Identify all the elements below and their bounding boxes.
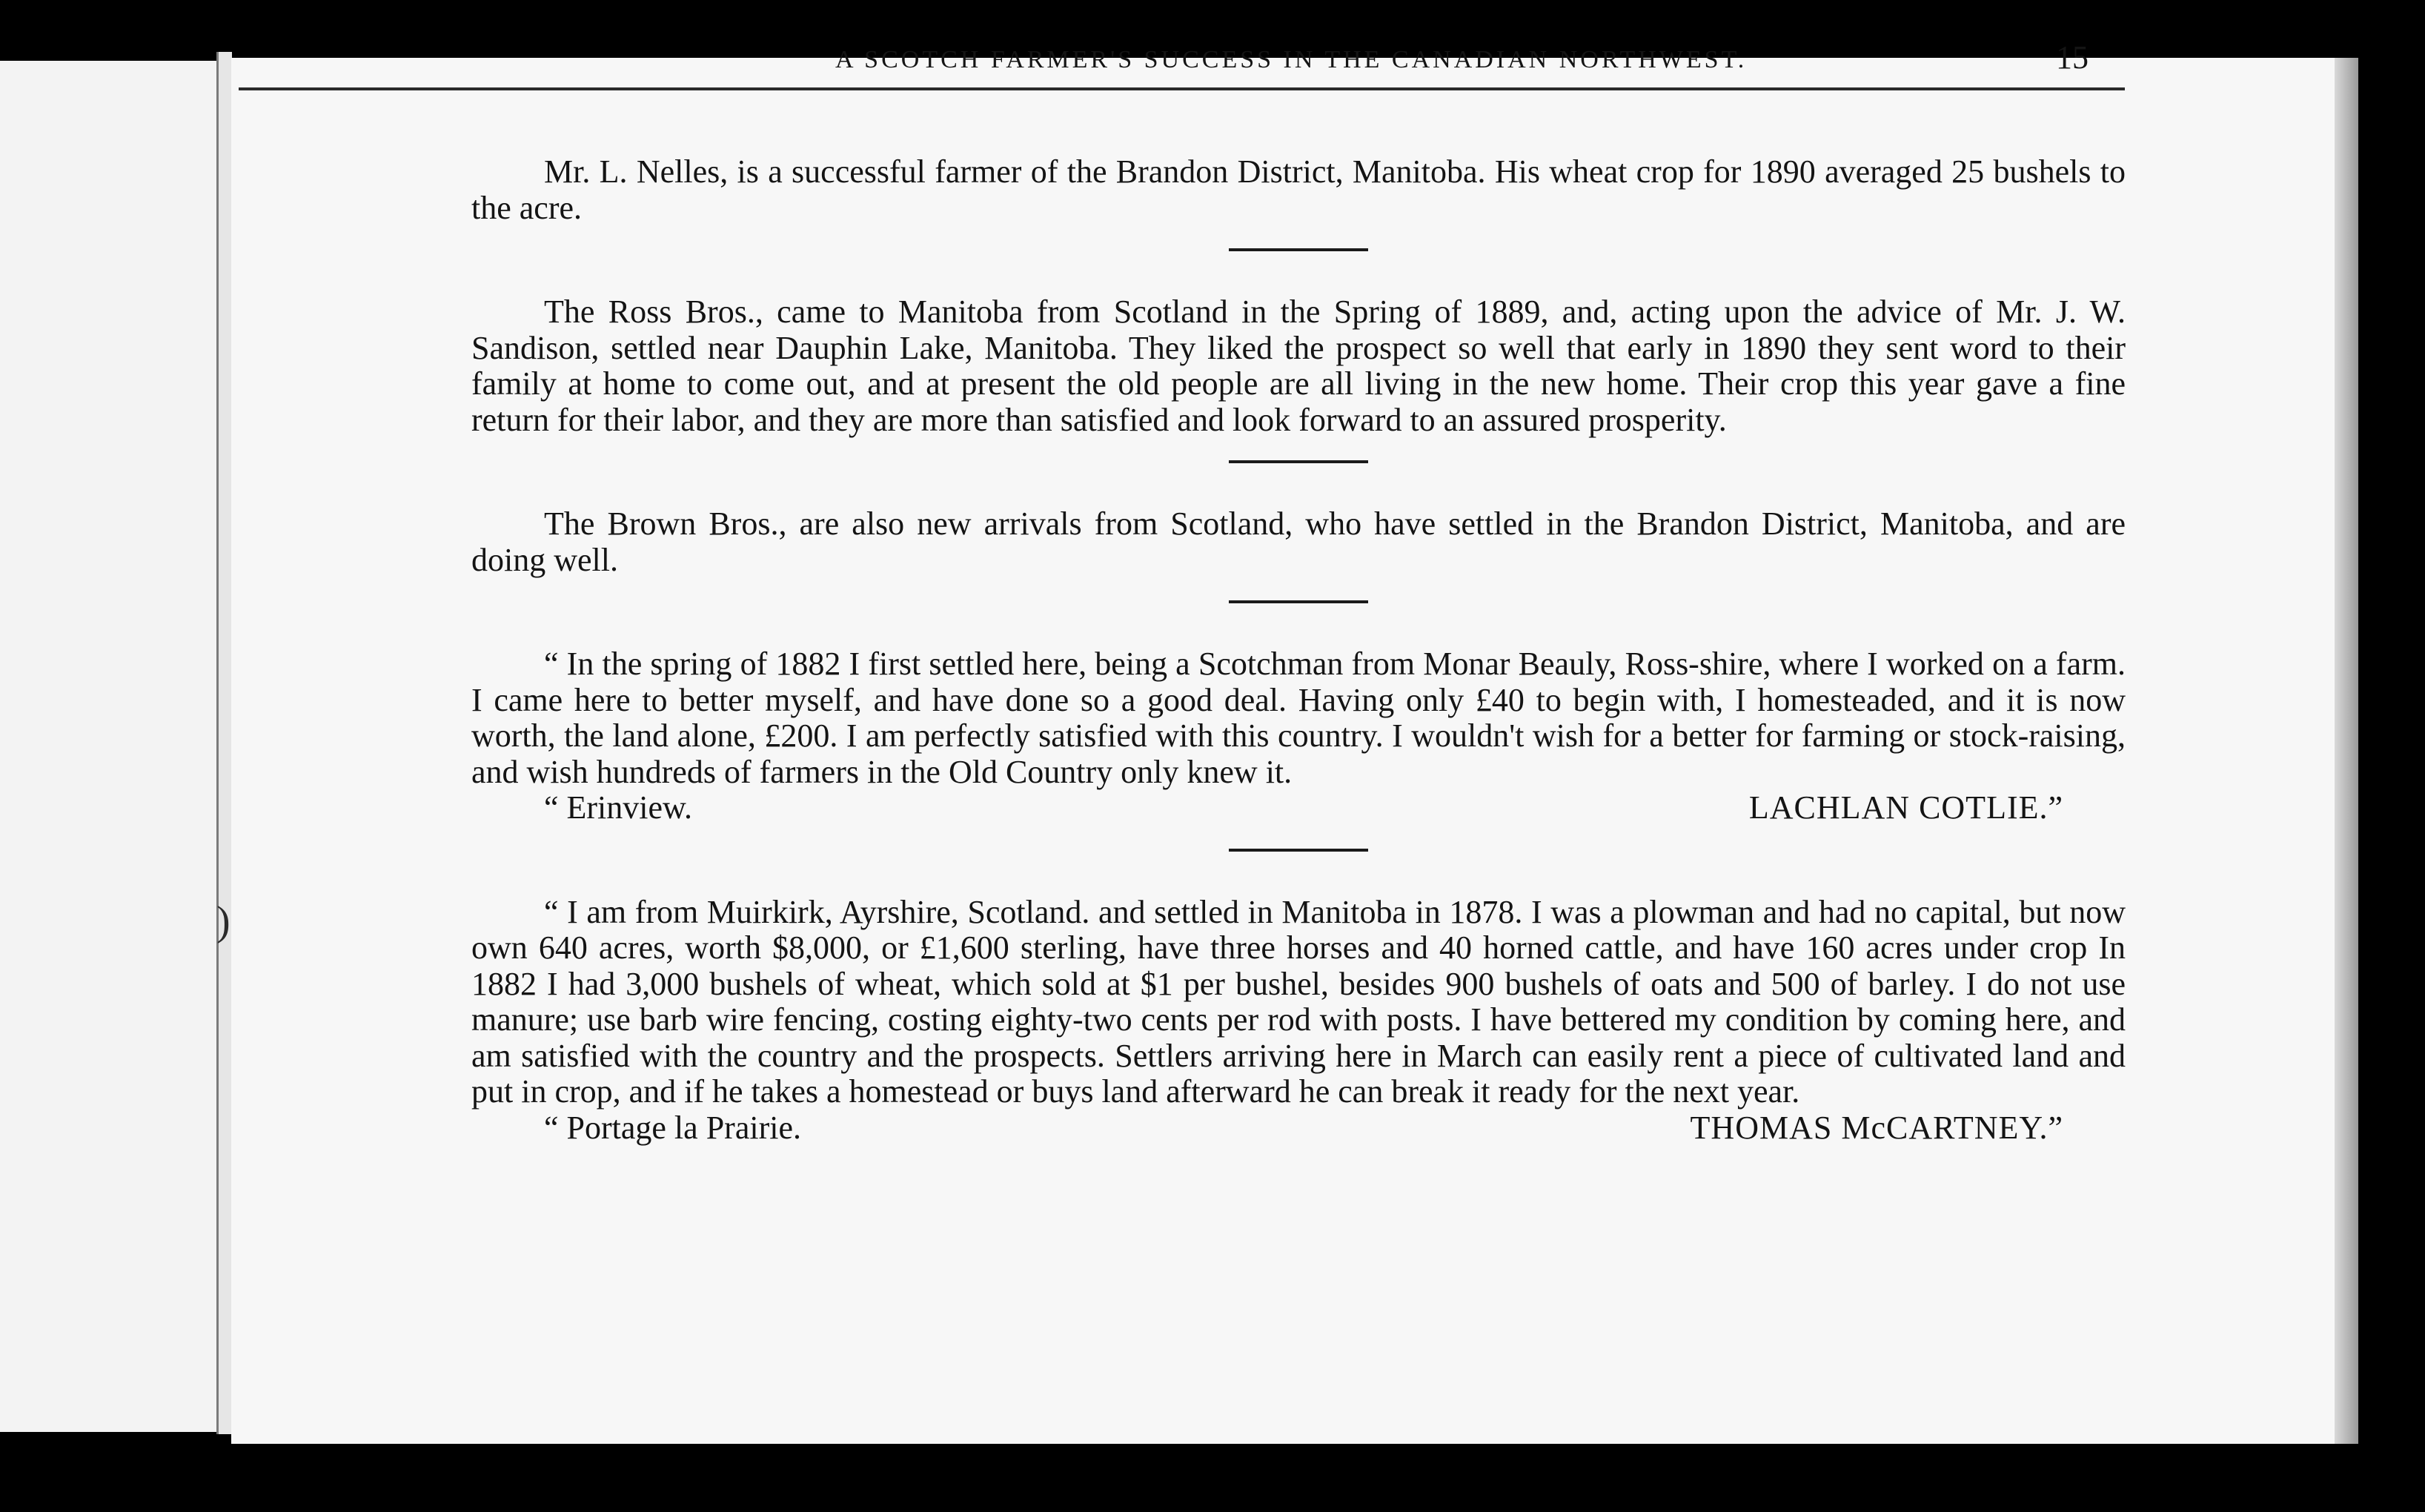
entry-ross-bros (471, 294, 2126, 438)
page-number: 15 (2056, 39, 2089, 76)
testimonial-place: “ Erinview. (544, 789, 692, 826)
signature-row (471, 790, 2126, 826)
section-separator (1229, 849, 1368, 852)
entry-nelles (471, 154, 2126, 226)
entry-text: The Ross Bros., came to Manitoba from Scotland in the Spring of 1889, and, acting upon the advice of Mr. J. W. Sandison, settled near Dauphin Lake, Manitoba. They liked the prospect so well that early in 1890 they sent word to their family at home to come out, and at present the old people are all living in the new home. Their crop this year gave a fine return for their labor, and they are more than satisfied and look forward to an assured prosperity. (471, 294, 2126, 438)
book-spine-edge (216, 52, 232, 1434)
signature-row (471, 1110, 2126, 1147)
entry-text: The Brown Bros., are also new arrivals from Scotland, who have settled in the Brandon District, Manitoba, and are doing well. (471, 505, 2126, 578)
binding-mark: ) (216, 898, 230, 944)
header-rule (239, 87, 2125, 90)
testimonial-text: “ In the spring of 1882 I first settled here, being a Scotchman from Monar Beauly, Ross-shire, where I worked on a farm. I came here to better myself, and have done so a good deal. Having only £40 to begin with, I homesteaded, and it is now worth, the land alone, £200. I am perfectly satisfied with this country. I wouldn't wish for a better for farming or stock-raising, and wish hundreds of farmers in the Old Country only knew it. (471, 646, 2126, 790)
running-head: A SCOTCH FARMER'S SUCCESS IN THE CANADIAN NORTHWEST. (835, 46, 1748, 73)
testimonial-mccartney (471, 895, 2126, 1147)
section-separator (1229, 600, 1368, 603)
page-right-edge (2335, 58, 2358, 1444)
page-header (239, 36, 2105, 87)
page-content (471, 154, 2126, 1146)
testimonial-text: “ I am from Muirkirk, Ayrshire, Scotland. and settled in Manitoba in 1878. I was a plowman and had no capital, but now own 640 acres, worth $8,000, or £1,600 sterling, have three horses and 40 horned cattle, and have 160 acres under crop In 1882 I had 3,000 bushels of wheat, which sold at $1 per bushel, besides 900 bushels of oats and 500 of barley. I do not use manure; use barb wire fencing, costing eighty-two cents per rod with posts. I have bettered my condition by coming here, and am satisfied with the country and the prospects. Settlers arriving here in March can easily rent a piece of cultivated land and put in crop, and if he takes a homestead or buys land afterward he can break it ready for the next year. (471, 893, 2126, 1110)
entry-brown-bros (471, 506, 2126, 578)
testimonial-signature: THOMAS McCARTNEY.” (1690, 1109, 2063, 1146)
section-separator (1229, 460, 1368, 463)
testimonial-cotlie (471, 646, 2126, 826)
section-separator (1229, 248, 1368, 251)
testimonial-signature: LACHLAN COTLIE.” (1748, 789, 2063, 826)
left-page-edge (0, 61, 228, 1432)
entry-text: Mr. L. Nelles, is a successful farmer of the Brandon District, Manitoba. His wheat crop for 1890 averaged 25 bushels to the acre. (471, 153, 2126, 226)
testimonial-place: “ Portage la Prairie. (544, 1109, 801, 1146)
